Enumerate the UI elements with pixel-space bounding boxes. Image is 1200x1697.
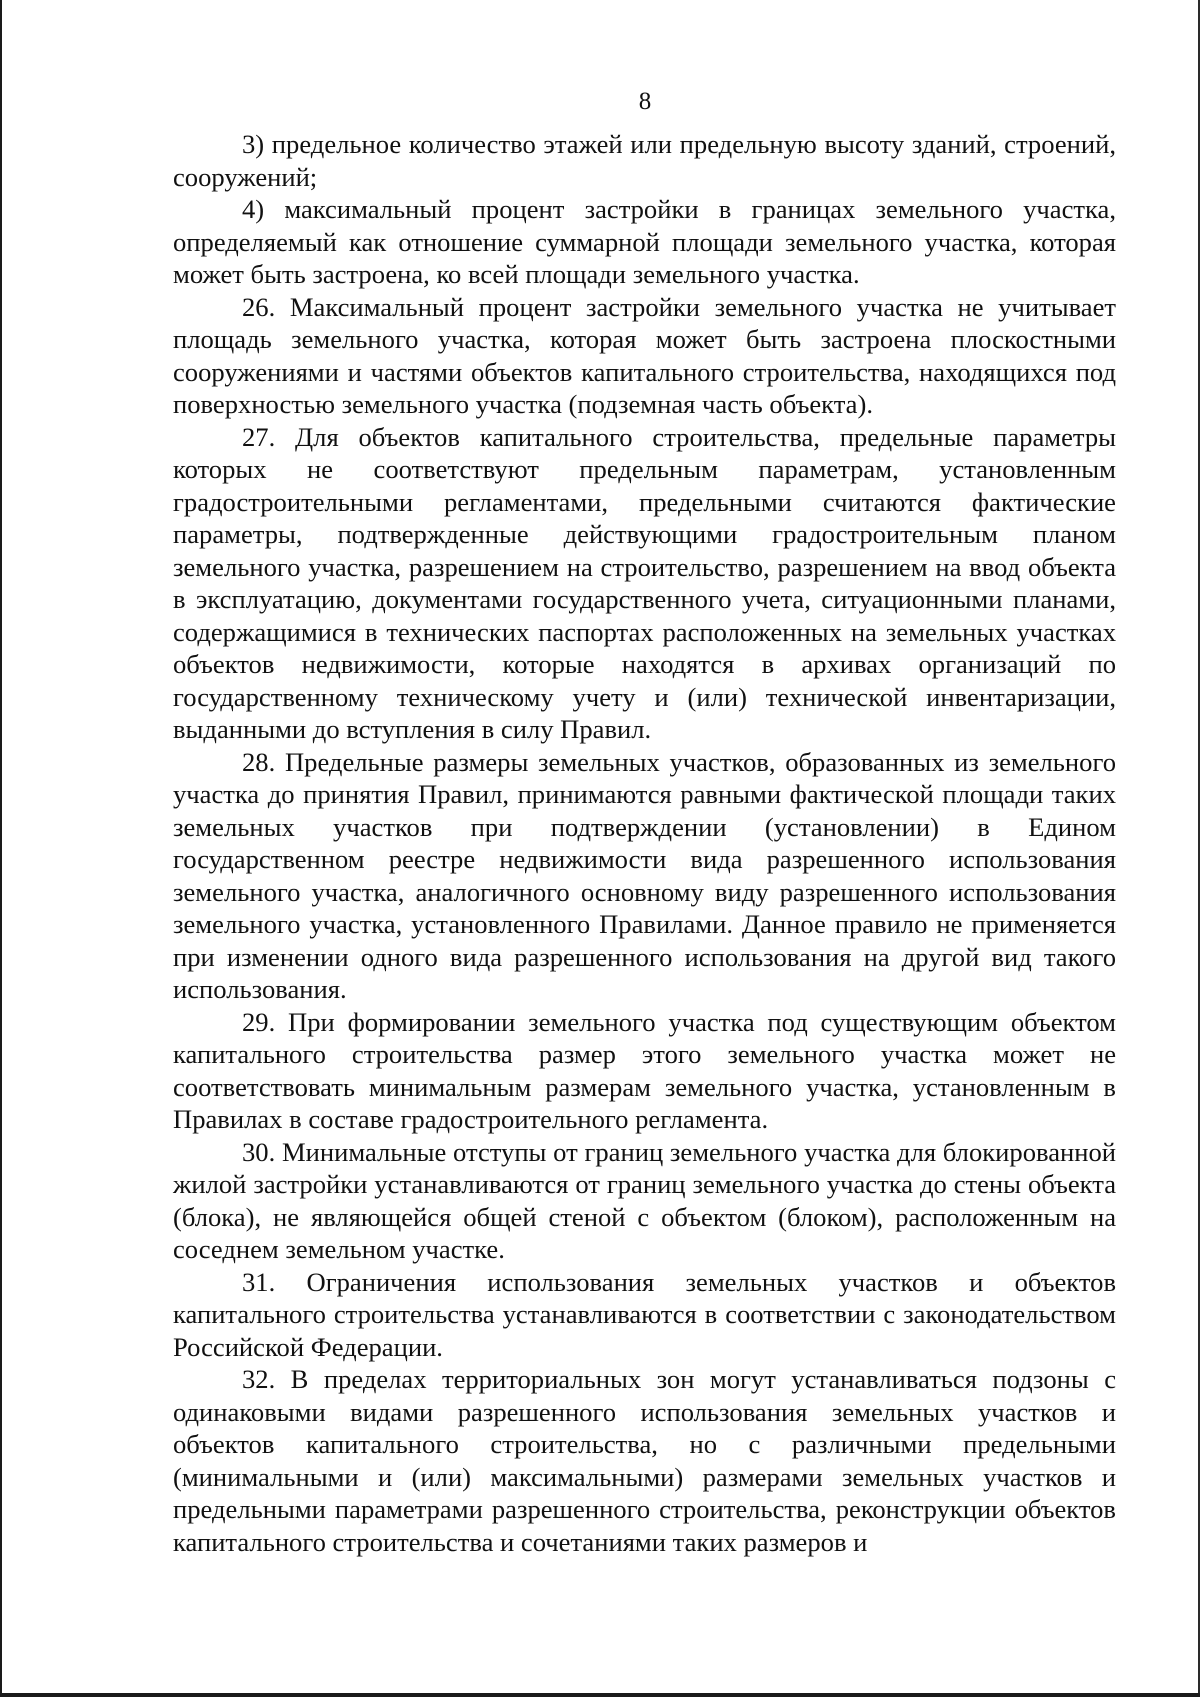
paragraph-30: 30. Минимальные отступы от границ земельного участка для блокированной жилой застройки устанавливаются от границ земельного участка до стены объекта (блока), не являющейся общей стеной с объектом (блоком), расположенным на соседнем земельном участке.	[173, 1136, 1116, 1264]
paragraph-26: 26. Максимальный процент застройки земельного участка не учитывает площадь земельного участка, которая может быть застроена плоскостными сооружениями и частями объектов капитального строительства, находящихся под поверхностью земельного участка (подземная часть объекта).	[173, 291, 1116, 419]
document-body	[173, 128, 1116, 1558]
paragraph-28: 28. Предельные размеры земельных участков, образованных из земельного участка до принятия Правил, принимаются равными фактической площади таких земельных участков при подтверждении (установлении) в Едином государственном реестре недвижимости вида разрешенного использования земельного участка, аналогичного основному виду разрешенного использования земельного участка, установленного Правилами. Данное правило не применяется при изменении одного вида разрешенного использования на другой вид такого использования.	[173, 746, 1116, 1004]
paragraph-27: 27. Для объектов капитального строительства, предельные параметры которых не соответствуют предельным параметрам, установленным градостроительными регламентами, предельными считаются фактические параметры, подтвержденные действующими градостроительным планом земельного участка, разрешением на строительство, разрешением на ввод объекта в эксплуатацию, документами государственного учета, ситуационными планами, содержащимися в технических паспортах расположенных на земельных участках объектов недвижимости, которые находятся в архивах организаций по государственному техническому учету и (или) технической инвентаризации, выданными до вступления в силу Правил.	[173, 421, 1116, 744]
paragraph-32: 32. В пределах территориальных зон могут устанавливаться подзоны с одинаковыми видами разрешенного использования земельных участков и объектов капитального строительства, но с различными предельными (минимальными и (или) максимальными) размерами земельных участков и предельными параметрами разрешенного строительства, реконструкции объектов капитального строительства и сочетаниями таких размеров и	[173, 1364, 1116, 1557]
paragraph-item-3: 3) предельное количество этажей или предельную высоту зданий, строений, сооружений;	[173, 129, 1116, 192]
paragraph-31: 31. Ограничения использования земельных участков и объектов капитального строительства устанавливаются в соответствии с законодательством Российской Федерации.	[173, 1266, 1116, 1362]
scan-edge-bottom	[0, 1693, 1200, 1697]
paragraph-29: 29. При формировании земельного участка под существующим объектом капитального строительства размер этого земельного участка может не соответствовать минимальным размерам земельного участка, установленным в Правилах в составе градостроительного регламента.	[173, 1006, 1116, 1134]
page-number: 8	[638, 88, 652, 115]
scan-edge-left	[0, 0, 2, 1697]
paragraph-item-4: 4) максимальный процент застройки в границах земельного участка, определяемый как отношение суммарной площади земельного участка, которая может быть застроена, ко всей площади земельного участка.	[173, 194, 1116, 289]
